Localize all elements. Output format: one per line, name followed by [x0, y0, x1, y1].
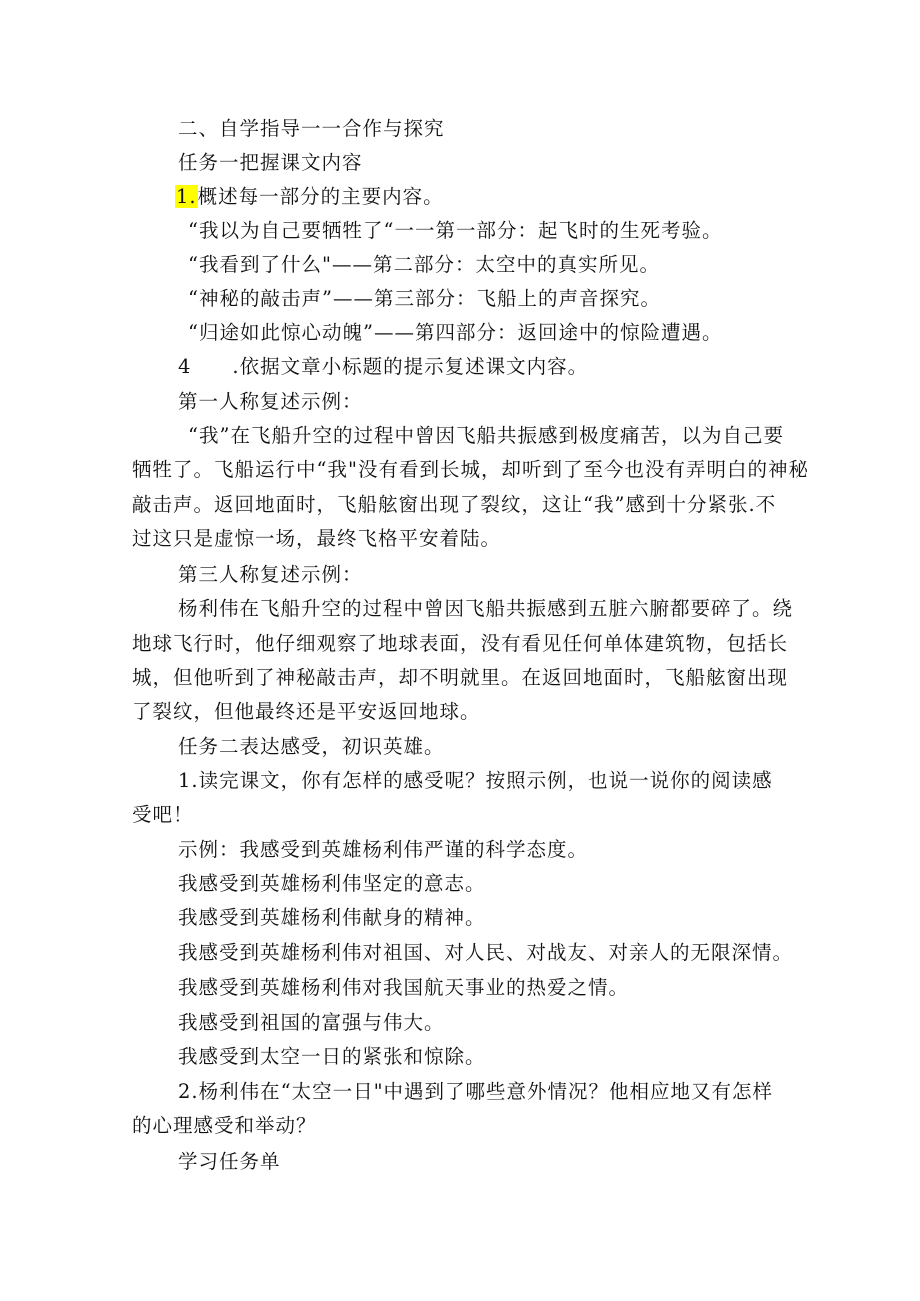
first-person-heading: 第一人称复述示例： — [178, 390, 363, 413]
third-person-paragraph-line-1: 杨利伟在飞船升空的过程中曾因飞船共振感到五脏六腑都要碎了。绕 — [178, 597, 794, 620]
part-one-summary: “我以为自己要牺牲了“一一第一部分：起飞时的生死考验。 — [188, 219, 723, 242]
first-person-paragraph-line-4: 过这只是虚惊一场，最终飞格平安着陆。 — [132, 527, 502, 550]
third-person-paragraph-line-3: 城，但他听到了神秘敲击声，却不明就里。在返回地面时，飞船舷窗出现 — [132, 666, 789, 689]
question-1-line-2: 受吧！ — [132, 803, 194, 826]
first-person-paragraph-line-3: 敲击声。返回地面时，飞船舷窗出现了裂纹，这让“我”感到十分紧张.不 — [132, 493, 777, 516]
task-one-heading: 任务一把握课文内容 — [178, 151, 363, 174]
feeling-item: 我感受到英雄杨利伟对祖国、对人民、对战友、对亲人的无限深情。 — [178, 941, 794, 964]
question-2-line-2: 的心理感受和举动？ — [132, 1114, 317, 1137]
first-person-paragraph-line-1: “我”在飞船升空的过程中曾因飞船共振感到极度痛苦，以为自己要 — [188, 424, 784, 447]
part-four-summary: “归途如此惊心动魄”——第四部分：返回途中的惊险遭遇。 — [188, 321, 723, 344]
first-person-paragraph-line-2: 牺牲了。飞船运行中“我"没有看到长城，却听到了至今也没有弄明白的神秘 — [132, 458, 809, 481]
feeling-item: 我感受到英雄杨利伟献身的精神。 — [178, 906, 486, 929]
highlighted-number: 1. — [176, 185, 197, 208]
item-4-line: 4 .依据文章小标题的提示复述课文内容。 — [178, 355, 589, 378]
item-1-text: 概述每一部分的主要内容。 — [197, 185, 444, 208]
task-sheet-heading: 学习任务单 — [178, 1150, 281, 1173]
feeling-item: 我感受到太空一日的紧张和惊除。 — [178, 1045, 486, 1068]
item-1-line — [175, 184, 444, 210]
feeling-item: 我感受到英雄杨利伟坚定的意志。 — [178, 872, 486, 895]
section-heading: 二、自学指导一一合作与探究 — [178, 117, 445, 140]
example-feeling: 示例：我感受到英雄杨利伟严谨的科学态度。 — [178, 838, 589, 861]
task-two-heading: 任务二表达感受，初识英雄。 — [178, 735, 445, 758]
feeling-item: 我感受到祖国的富强与伟大。 — [178, 1011, 445, 1034]
third-person-paragraph-line-4: 了裂纹，但他最终还是平安返回地球。 — [132, 700, 481, 723]
third-person-paragraph-line-2: 地球飞行时，他仔细观察了地球表面，没有看见任何单体建筑物，包括长 — [132, 632, 789, 655]
third-person-heading: 第三人称复述示例： — [178, 563, 363, 586]
feeling-item: 我感受到英雄杨利伟对我国航天事业的热爱之情。 — [178, 976, 630, 999]
question-1-line-1: 1.读完课文，你有怎样的感受呢？按照示例，也说一说你的阅读感 — [178, 769, 773, 792]
part-three-summary: “神秘的敲击声”——第三部分：飞船上的声音探究。 — [188, 287, 661, 310]
question-2-line-1: 2.杨利伟在“太空一日"中遇到了哪些意外情况？他相应地又有怎样 — [178, 1080, 774, 1103]
part-two-summary: “我看到了什么"——第二部分：太空中的真实所见。 — [188, 253, 660, 276]
